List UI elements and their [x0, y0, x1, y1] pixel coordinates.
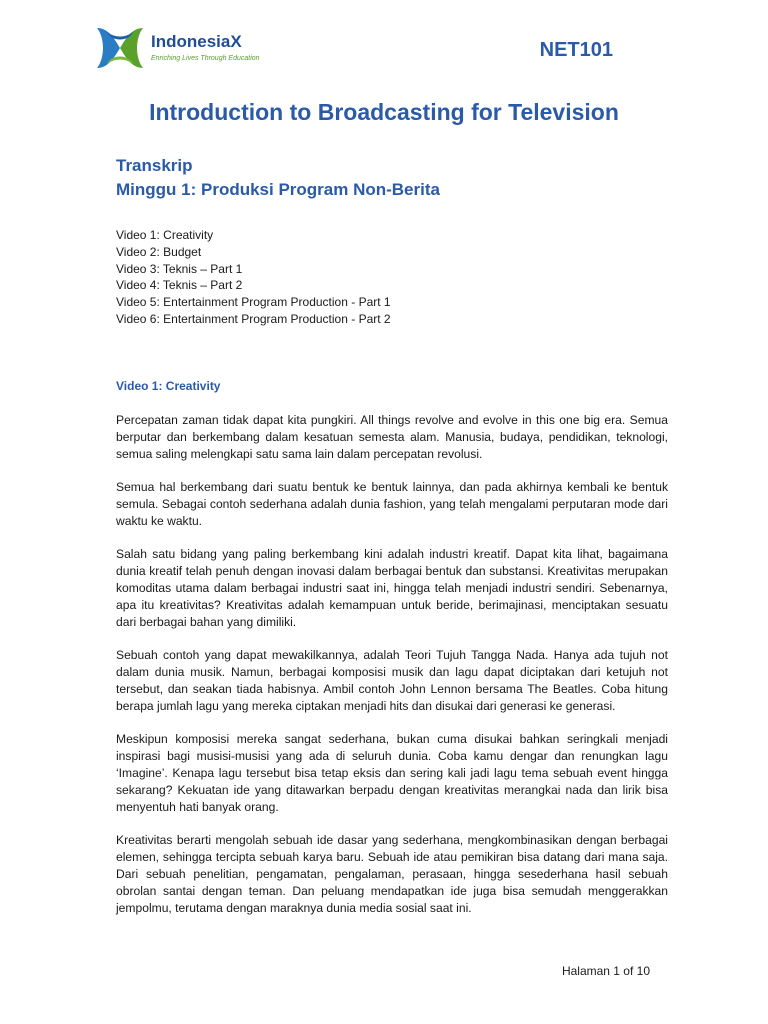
course-code: NET101 — [539, 39, 613, 61]
indonesiax-logo — [93, 24, 263, 72]
video-list-item: Video 1: Creativity — [116, 228, 214, 242]
logo-tagline: Enriching Lives Through Education — [151, 55, 260, 62]
section-heading: Video 1: Creativity — [116, 379, 221, 393]
paragraph: Semua hal berkembang dari suatu bentuk ke bentuk lainnya, dan pada akhirnya kembali ke bentuk semula. Sebagai contoh sederhana adalah dunia fashion, yang telah mengalami perputaran mode dari waktu ke waktu. — [116, 480, 668, 528]
transcript-heading: Transkrip — [116, 156, 193, 175]
body-text — [116, 412, 668, 933]
paragraph: Percepatan zaman tidak dapat kita pungkiri. All things revolve and evolve in this one big era. Semua berputar dan berkembang dalam kesatuan semesta alam. Manusia, budaya, pendidikan, teknologi, semua saling melengkapi satu sama lain dalam percepatan revolusi. — [116, 413, 668, 461]
indonesiax-logo-icon — [93, 24, 147, 72]
paragraph: Meskipun komposisi mereka sangat sederhana, bukan cuma disukai bahkan seringkali menjadi inspirasi bagi musisi-musisi yang ada di seluruh dunia. Coba kamu dengar dan renungkan lagu ‘Imagine’. Kenapa lagu tersebut bisa tetap eksis dan sering kali jadi lagu tema sebuah event hingga sekarang? Kekuatan ide yang ditawarkan berpadu dengan kreativitas merangkai nada dan lirik bisa menyentuh hati banyak orang. — [116, 732, 668, 814]
logo-name: IndonesiaX — [151, 32, 242, 51]
paragraph: Salah satu bidang yang paling berkembang kini adalah industri kreatif. Dapat kita lihat, bagaimana dunia kreatif telah penuh dengan inovasi dalam berbagai bentuk dan substansi. Kreativitas merupakan komoditas utama dalam berbagai industri saat ini, hingga telah menjadi industri sendiri. Sebenarnya, apa itu kreativitas? Kreativitas adalah kemampuan untuk beride, berimajinasi, menciptakan sesuatu dari berbagai bahan yang dimiliki. — [116, 547, 668, 629]
page-number: Halaman 1 of 10 — [561, 964, 650, 978]
video-list — [116, 227, 391, 328]
video-list-item: Video 6: Entertainment Program Production - Part 2 — [116, 311, 391, 326]
video-list-item: Video 5: Entertainment Program Production - Part 1 — [116, 295, 391, 310]
document-title: Introduction to Broadcasting for Television — [149, 99, 619, 125]
video-list-item: Video 4: Teknis – Part 2 — [116, 278, 243, 293]
video-list-item: Video 2: Budget — [116, 244, 202, 259]
paragraph: Kreativitas berarti mengolah sebuah ide dasar yang sederhana, mengkombinasikan dengan berbagai elemen, sehingga tercipta sebuah karya baru. Sebuah ide atau pemikiran bisa datang dari mana saja. Dari sebuah penelitian, pengamatan, pengalaman, perasaan, hingga sesederhana hasil sebuah obrolan santai dengan teman. Dan peluang mendapatkan ide juga bisa semudah menggerakkan jempolmu, terutama dengan maraknya dunia media sosial saat ini. — [116, 833, 668, 915]
paragraph: Sebuah contoh yang dapat mewakilkannya, adalah Teori Tujuh Tangga Nada. Hanya ada tujuh not dalam dunia musik. Namun, berbagai komposisi musik dan lagu dapat diciptakan dari ketujuh not tersebut, dan seakan tiada habisnya. Ambil contoh John Lennon bersama The Beatles. Coba hitung berapa jumlah lagu yang mereka ciptakan menjadi hits dan disukai dari generasi ke generasi. — [116, 648, 668, 713]
video-list-item: Video 3: Teknis – Part 1 — [116, 261, 243, 276]
week-heading: Minggu 1: Produksi Program Non-Berita — [116, 180, 440, 199]
